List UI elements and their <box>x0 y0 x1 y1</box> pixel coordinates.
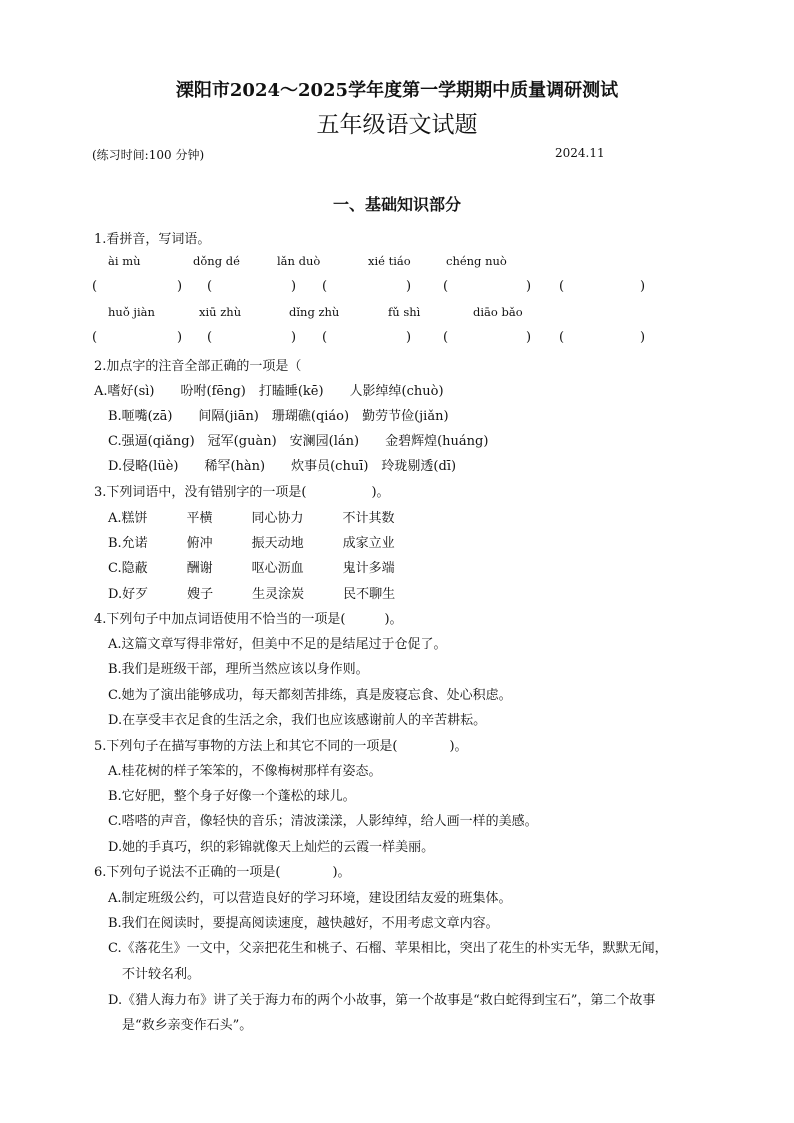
question-3-option-c: C.隐蔽 酬谢 呕心沥血 鬼计多端 <box>108 561 395 576</box>
question-6-option-c-cont: 不计较名利。 <box>122 967 201 982</box>
question-3-option-a: A.糕饼 平横 同心协力 不计其数 <box>108 511 395 526</box>
pinyin-item: dǐng zhù <box>289 305 340 319</box>
question-6-stem: 6.下列句子说法不正确的一项是( )。 <box>94 865 351 880</box>
pinyin-item: chéng nuò <box>446 254 507 268</box>
answer-blank-close: ) <box>406 279 412 294</box>
answer-blank-open: ( <box>92 330 98 345</box>
question-4-option-b: B.我们是班级干部，理所当然应该以身作则。 <box>108 662 369 677</box>
answer-blank-open: ( <box>92 279 98 294</box>
question-5-stem: 5.下列句子在描写事物的方法上和其它不同的一项是( )。 <box>94 739 468 754</box>
answer-blank-close: ) <box>177 279 183 294</box>
question-5-option-b: B.它好肥，整个身子好像一个蓬松的球儿。 <box>108 789 356 804</box>
answer-blank-close: ) <box>640 279 646 294</box>
time-note: (练习时间:100 分钟) <box>92 148 205 162</box>
answer-blank-open: ( <box>207 279 213 294</box>
answer-blank-close: ) <box>291 330 297 345</box>
question-5-option-a: A.桂花树的样子笨笨的，不像梅树那样有姿态。 <box>108 764 382 779</box>
question-3-stem: 3.下列词语中，没有错别字的一项是( )。 <box>94 485 390 500</box>
question-4-option-d: D.在享受丰衣足食的生活之余，我们也应该感谢前人的辛苦耕耘。 <box>108 713 487 728</box>
question-6-option-c: C.《落花生》一文中，父亲把花生和桃子、石榴、苹果相比，突出了花生的朴实无华，默默无闻， <box>108 941 668 956</box>
question-2-option-c: C.强逼(qiǎng) 冠军(guàn) 安澜园(lán) 金碧辉煌(huáng) <box>108 434 489 449</box>
question-3-option-b: B.允诺 俯冲 振天动地 成家立业 <box>108 536 395 551</box>
pinyin-item: xiū zhù <box>199 305 242 319</box>
answer-blank-open: ( <box>322 279 328 294</box>
answer-blank-open: ( <box>443 279 449 294</box>
section-title: 一、基础知识部分 <box>332 195 461 214</box>
question-2-stem: 2.加点字的注音全部正确的一项是（ <box>94 359 302 374</box>
exam-title: 溧阳市2024～2025学年度第一学期期中质量调研测试 <box>175 80 619 101</box>
question-5-option-d: D.她的手真巧，织的彩锦就像天上灿烂的云霞一样美丽。 <box>108 840 435 855</box>
question-2-option-d: D.侵略(lüè) 稀罕(hàn) 炊事员(chuī) 玲珑剔透(dī) <box>108 459 457 474</box>
answer-blank-open: ( <box>322 330 328 345</box>
answer-blank-close: ) <box>406 330 412 345</box>
exam-subtitle: 五年级语文试题 <box>316 112 478 138</box>
pinyin-item: lǎn duò <box>277 254 321 268</box>
question-4-option-a: A.这篇文章写得非常好，但美中不足的是结尾过于仓促了。 <box>108 637 447 652</box>
question-2-option-b: B.咂嘴(zā) 间隔(jiān) 珊瑚礁(qiáo) 勤劳节俭(jiǎn) <box>108 409 449 424</box>
pinyin-item: diāo bǎo <box>473 305 523 319</box>
exam-date: 2024.11 <box>555 146 605 160</box>
question-4-option-c: C.她为了演出能够成功，每天都刻苦排练，真是废寝忘食、处心积虑。 <box>108 688 512 703</box>
pinyin-item: fǔ shì <box>388 305 421 319</box>
answer-blank-close: ) <box>640 330 646 345</box>
question-6-option-b: B.我们在阅读时，要提高阅读速度，越快越好，不用考虑文章内容。 <box>108 916 499 931</box>
question-6-option-d-cont: 是“救乡亲变作石头”。 <box>122 1018 253 1033</box>
answer-blank-close: ) <box>526 330 532 345</box>
answer-blank-open: ( <box>559 279 565 294</box>
answer-blank-close: ) <box>526 279 532 294</box>
answer-blank-close: ) <box>291 279 297 294</box>
answer-blank-open: ( <box>207 330 213 345</box>
pinyin-item: dǒng dé <box>193 254 240 268</box>
question-6-option-a: A.制定班级公约，可以营造良好的学习环境，建设团结友爱的班集体。 <box>108 891 512 906</box>
pinyin-item: huǒ jiàn <box>108 305 155 319</box>
question-5-option-c: C.嗒嗒的声音，像轻快的音乐；清波漾漾，人影绰绰，给人画一样的美感。 <box>108 814 538 829</box>
pinyin-item: xié tiáo <box>368 254 411 268</box>
question-6-option-d: D.《猎人海力布》讲了关于海力布的两个小故事，第一个故事是“救白蛇得到宝石”，第二个故事 <box>108 993 656 1008</box>
answer-blank-close: ) <box>177 330 183 345</box>
pinyin-item: ài mù <box>108 254 141 268</box>
question-1-stem: 1.看拼音，写词语。 <box>94 232 211 247</box>
answer-blank-open: ( <box>443 330 449 345</box>
question-4-stem: 4.下列句子中加点词语使用不恰当的一项是( )。 <box>94 612 403 627</box>
question-2-option-a: A.嗜好(sì) 吩咐(fēng) 打瞌睡(kē) 人影绰绰(chuò) <box>94 384 444 399</box>
question-3-option-d: D.好歹 嫂子 生灵涂炭 民不聊生 <box>108 587 396 602</box>
answer-blank-open: ( <box>559 330 565 345</box>
